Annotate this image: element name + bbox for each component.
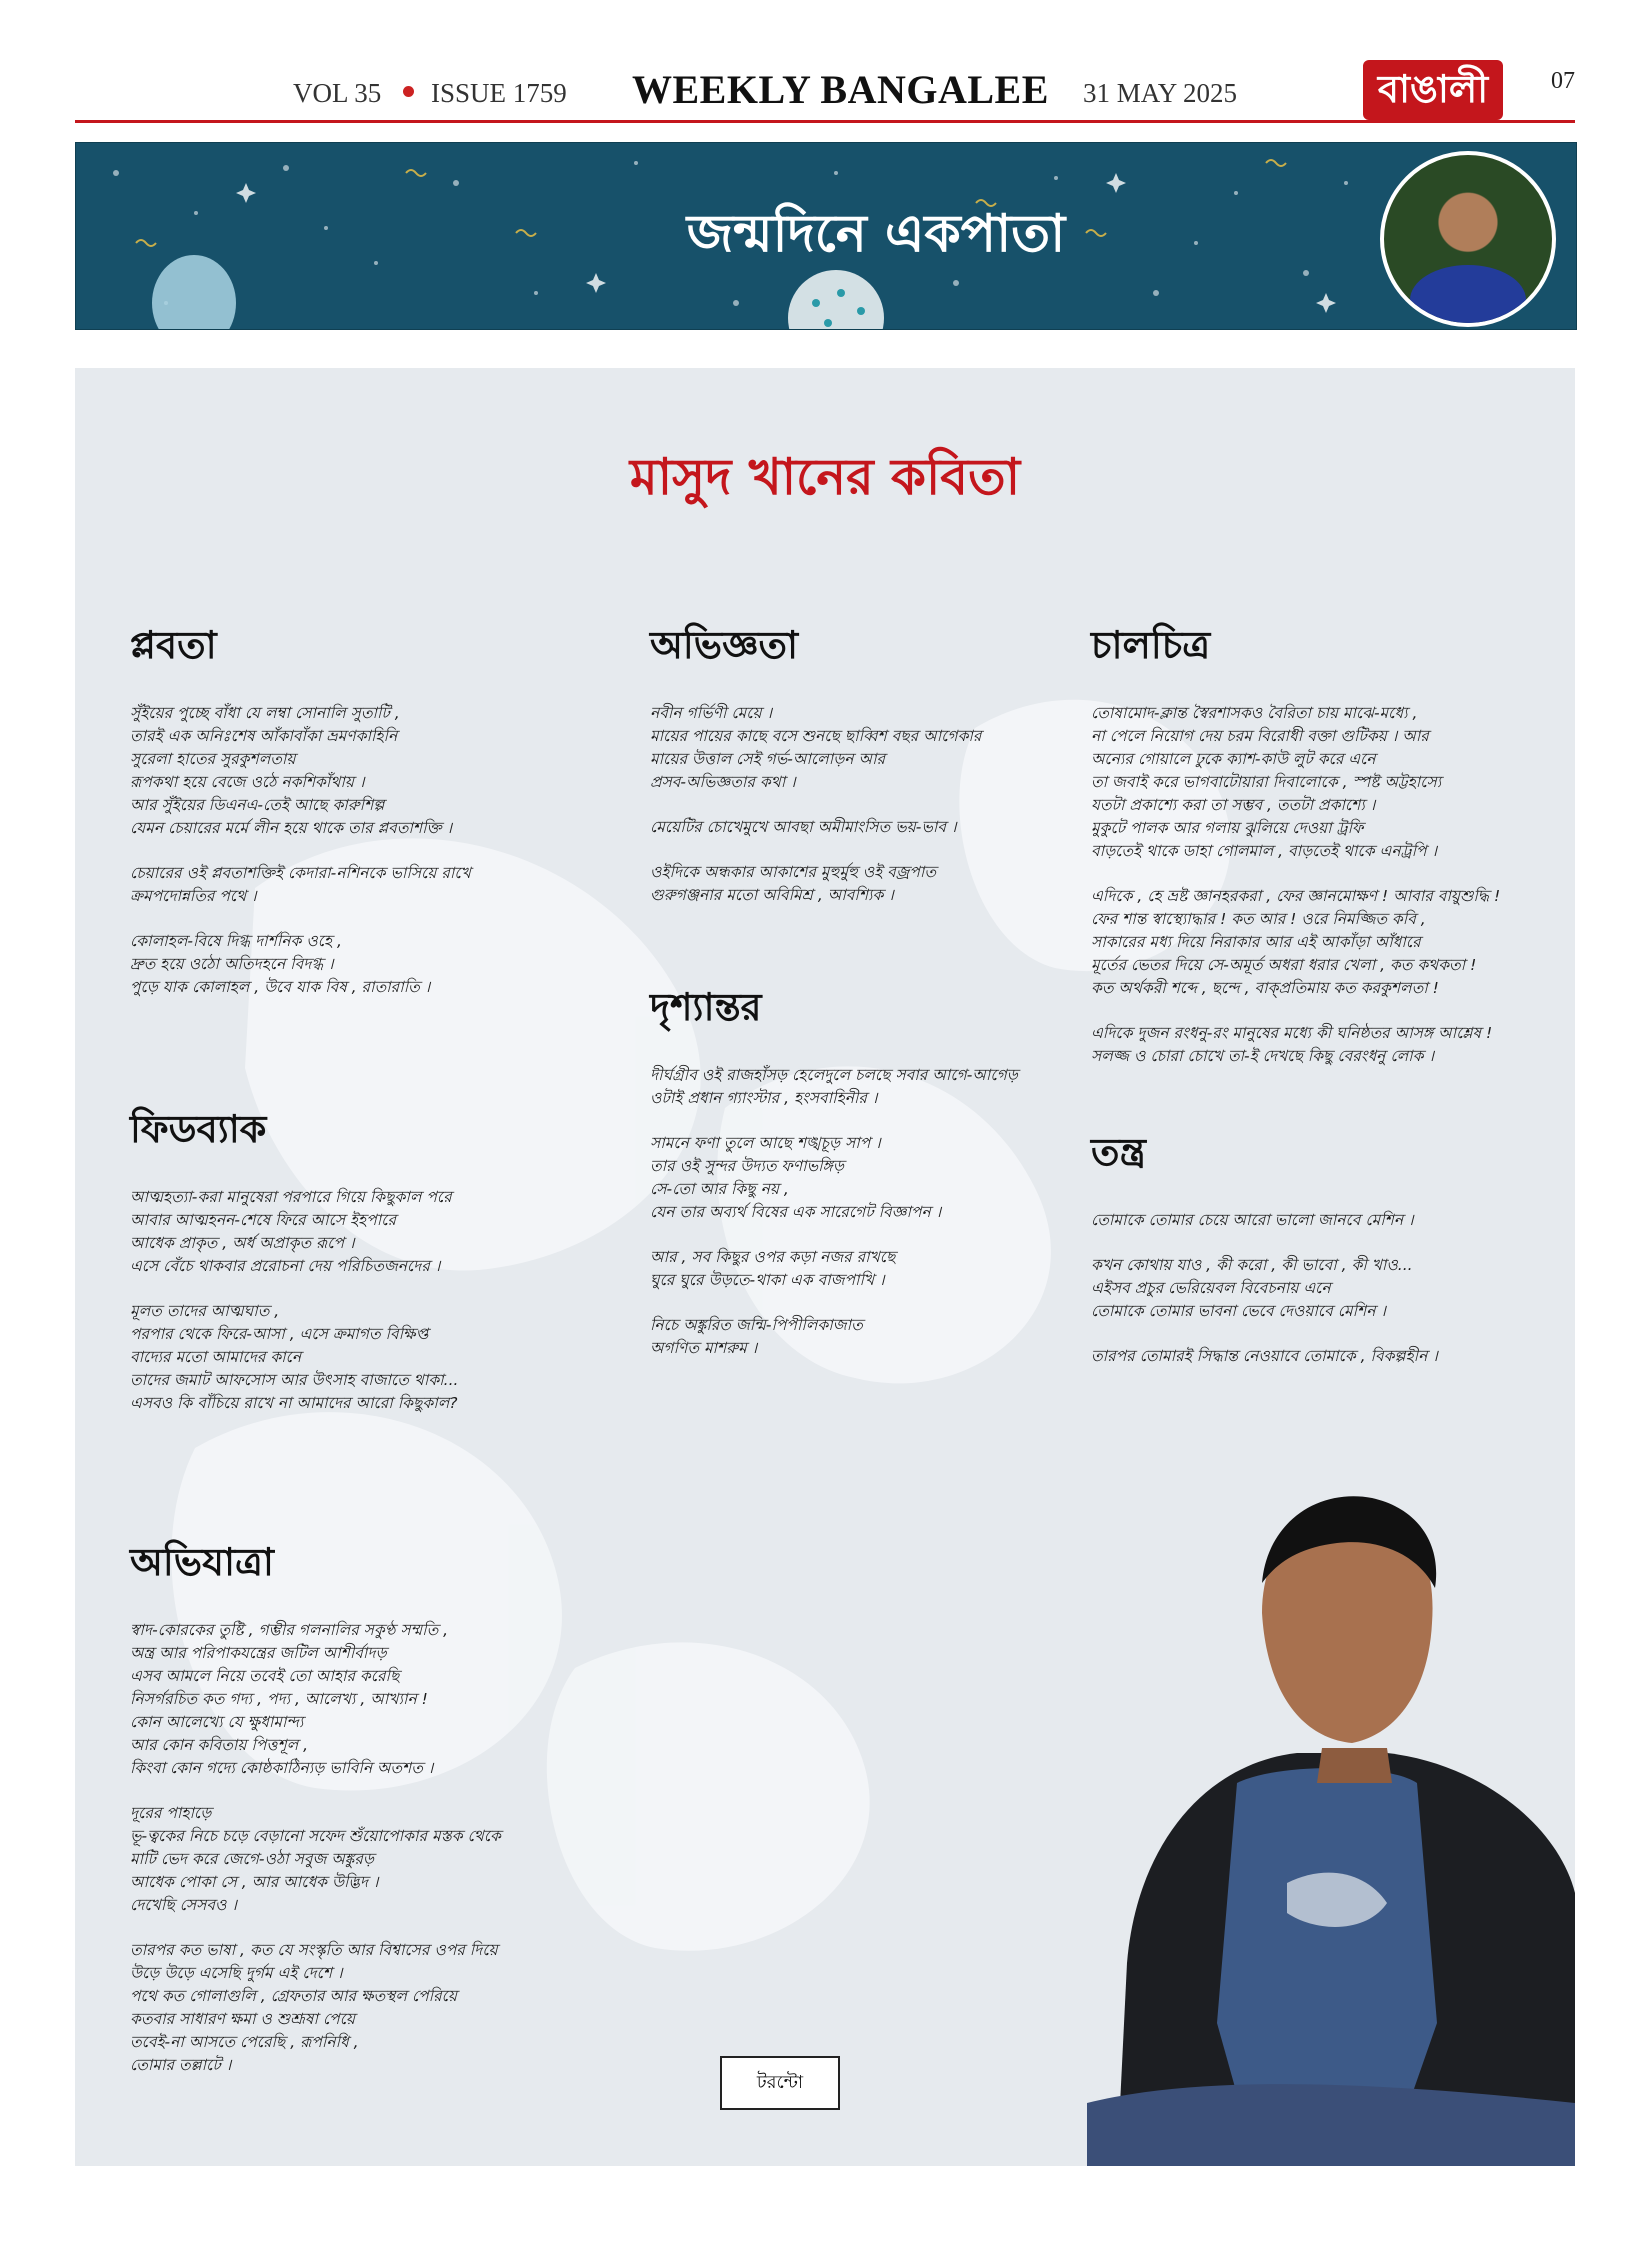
poem-feedback: [130, 1100, 458, 1415]
poem-line: তোমাকে তোমার ভাবনা ভেবে দেওয়াবে মেশিন ।: [1091, 1302, 1386, 1320]
poem-line: আর সুঁইয়ের ডিএনএ-তেই আছে কারুশিল্প: [130, 796, 385, 814]
poem-line: তারপর তোমারই সিদ্ধান্ত নেওয়াবে তোমাকে , বিকল্পহীন ।: [1091, 1347, 1438, 1365]
poem-drishyantor: [650, 978, 1018, 1360]
poem-line: বাড়তেই থাকে ডাহা গোলমাল , বাড়তেই থাকে এনট্রপি ।: [1091, 842, 1437, 860]
poem-line: [130, 1917, 501, 1939]
poem-line: দূরের পাহাড়ে: [130, 1804, 212, 1822]
poem-line: ক্রমপদোন্নতির পথে ।: [130, 887, 257, 905]
poem-line: সুঁইয়ের পুচ্ছে বাঁধা যে লম্বা সোনালি সুতাটি ,: [130, 704, 400, 722]
poem-line: আত্মহত্যা-করা মানুষেরা পরপারে গিয়ে কিছুকাল পরে: [130, 1188, 452, 1206]
poem-line: মাটি ভেদ করে জেগে-ওঠা সবুজ অঙ্কুরড়: [130, 1850, 374, 1868]
poem-line: নবীন গর্ভিণী মেয়ে ।: [650, 704, 773, 722]
poem-line: পরপার থেকে ফিরে-আসা , এসে ক্রমাগত বিক্ষিপ্ত: [130, 1325, 429, 1343]
poem-line: [130, 1780, 501, 1802]
poem-line: [650, 794, 981, 816]
poem-title: চালচিত্র: [1091, 623, 1211, 667]
poem-line: নিসর্গরচিত কত গদ্য , পদ্য , আলেখ্য , আখ্যান !: [130, 1690, 428, 1708]
poem-line: [130, 840, 471, 862]
birthday-banner: [75, 142, 1577, 330]
poem-line: মায়ের পায়ের কাছে বসে শুনছে ছাব্বিশ বছর আগেকার: [650, 727, 982, 745]
poem-line: পথে কত গোলাগুলি , গ্রেফতার আর ক্ষতস্থল পেরিয়ে: [130, 1987, 458, 2005]
poem-line: এসব আমলে নিয়ে তবেই তো আহার করেছি: [130, 1667, 400, 1685]
poem-line: [1091, 1323, 1438, 1345]
poem-line: তোষামোদ-ক্লান্ত স্বৈরশাসকও বৈরিতা চায় মাঝে-মধ্যে ,: [1091, 704, 1418, 722]
place-label: টরন্টো: [720, 2056, 840, 2110]
banner-title: জন্মদিনে একপাতা: [686, 204, 1066, 264]
poem-title: অভিযাত্রা: [130, 1540, 274, 1584]
poem-line: আর কোন কবিতায় পিত্তশূল ,: [130, 1736, 309, 1754]
poem-line: [650, 1110, 1018, 1132]
poet-avatar: [1380, 151, 1556, 327]
bangalee-logo: বাঙালী: [1363, 60, 1503, 120]
poem-line: [130, 1278, 458, 1300]
poem-line: উড়ে উড়ে এসেছি দুর্গম এই দেশে ।: [130, 1964, 343, 1982]
poem-body: [1091, 1209, 1438, 1368]
poem-line: অগণিত মাশরুম ।: [650, 1339, 758, 1357]
poem-title: প্লবতা: [130, 623, 217, 667]
poem-line: [1091, 863, 1500, 885]
poem-line: [1091, 1232, 1438, 1254]
poem-body: [650, 702, 981, 907]
poem-line: না পেলে নিয়োগ দেয় চরম বিরোধী বক্তা গুটিকয় । আর: [1091, 727, 1429, 745]
publication-title: WEEKLY BANGALEE: [632, 67, 1049, 112]
poem-body: [130, 1186, 458, 1415]
poems-panel: [75, 368, 1575, 2166]
poem-line: ঘুরে ঘুরে উড়তে-থাকা এক বাজপাখি ।: [650, 1271, 885, 1289]
poem-line: মায়ের উত্তাল সেই গর্ভ-আলোড়ন আর: [650, 750, 886, 768]
poem-line: তাদের জমাট আফসোস আর উৎসাহ বাজাতে থাকা...: [130, 1371, 459, 1389]
issue-number: ISSUE 1759: [431, 78, 567, 108]
poem-title: দৃশ্যান্তর: [650, 985, 762, 1029]
poem-line: সাকারের মধ্য দিয়ে নিরাকার আর এই আকাঁড়া আঁধারে: [1091, 933, 1421, 951]
poem-line: তবেই-না আসতে পেরেছি , রূপনিধি ,: [130, 2033, 359, 2051]
issue-date: 31 MAY 2025: [1083, 78, 1238, 108]
poem-line: [650, 1224, 1018, 1246]
poem-line: তারই এক অনিঃশেষ আঁকাবাঁকা ভ্রমণকাহিনি: [130, 727, 398, 745]
poem-chalchitro: [1091, 616, 1500, 1068]
poem-title: অভিজ্ঞতা: [650, 623, 798, 667]
separator-dot-icon: [403, 86, 414, 97]
poem-line: এসবও কি বাঁচিয়ে রাখে না আমাদের আরো কিছুকাল?: [130, 1394, 458, 1412]
poem-line: কোন আলেখ্যে যে ক্ষুধামান্দ্য: [130, 1713, 304, 1731]
poem-line: আধেক পোকা সে , আর আধেক উদ্ভিদ ।: [130, 1873, 379, 1891]
poem-line: চেয়ারের ওই প্লবতাশক্তিই কেদারা-নশিনকে ভাসিয়ে রাখে: [130, 864, 471, 882]
poem-line: বাদ্যের মতো আমাদের কানে: [130, 1348, 302, 1366]
main-title: মাসুদ খানের কবিতা: [629, 448, 1021, 506]
poem-line: সুরেলা হাতের সুরকুশলতায়: [130, 750, 296, 768]
poem-tontro: [1091, 1123, 1438, 1368]
volume-number: VOL 35: [293, 78, 382, 108]
poem-line: তারপর কত ভাষা , কত যে সংস্কৃতি আর বিশ্বাসের ওপর দিয়ে: [130, 1941, 498, 1959]
poem-line: গুরুগঞ্জনার মতো অবিমিশ্র , আবশ্যিক ।: [650, 886, 894, 904]
poem-line: কোলাহল-বিষে দিগ্ধ দার্শনিক ওহে ,: [130, 932, 342, 950]
poem-line: সে-তো আর কিছু নয় ,: [650, 1180, 789, 1198]
poem-line: আবার আত্মহনন-শেষে ফিরে আসে ইহপারে: [130, 1211, 396, 1229]
poem-line: অন্ত্র আর পরিপাকযন্ত্রের জটিল আশীর্বাদড়: [130, 1644, 387, 1662]
poem-line: প্রসব-অভিজ্ঞতার কথা ।: [650, 773, 796, 791]
page-header: [75, 60, 1575, 122]
poem-body: [130, 702, 471, 999]
poem-obhiggota: [650, 616, 981, 907]
poem-line: তোমাকে তোমার চেয়ে আরো ভালো জানবে মেশিন ।: [1091, 1211, 1414, 1229]
poem-line: রূপকথা হয়ে বেজে ওঠে নকশিকাঁথায় ।: [130, 773, 365, 791]
poem-plobota: [130, 616, 471, 999]
poem-line: নিচে অঙ্কুরিত জন্মি-পিপীলিকাজাত: [650, 1316, 863, 1334]
poem-line: ফের শান্ত স্বাস্থ্যোদ্ধার ! কত আর ! ওরে নিমজ্জিত কবি ,: [1091, 910, 1426, 928]
poem-line: কত অর্থকরী শব্দে , ছন্দে , বাক্প্রতিমায় কত করকুশলতা !: [1091, 979, 1439, 997]
poem-line: কতবার সাধারণ ক্ষমা ও শুশ্রূষা পেয়ে: [130, 2010, 356, 2028]
poem-line: ওইদিকে অন্ধকার আকাশের মুহুর্মুহু ওই বজ্রপাত: [650, 863, 937, 881]
poem-line: আধেক প্রাকৃত , অর্ধ অপ্রাকৃত রূপে ।: [130, 1234, 355, 1252]
poem-line: [1091, 1000, 1500, 1022]
poem-line: পুড়ে যাক কোলাহল , উবে যাক বিষ , রাতারাতি ।: [130, 978, 431, 996]
poem-line: [650, 1292, 1018, 1314]
poem-line: [650, 839, 981, 861]
poet-photo: [1087, 1463, 1575, 2166]
poem-line: [130, 908, 471, 930]
poem-line: দ্রুত হয়ে ওঠো অতিদহনে বিদগ্ধ ।: [130, 955, 334, 973]
poem-title: তন্ত্র: [1091, 1130, 1146, 1174]
poem-line: সামনে ফণা তুলে আছে শঙ্খচূড় সাপ ।: [650, 1134, 881, 1152]
poem-body: [1091, 702, 1500, 1068]
poem-line: যতটা প্রকাশ্যে করা তা সম্ভব , ততটা প্রকাশ্যে ।: [1091, 796, 1376, 814]
poem-line: এইসব প্রচুর ভেরিয়েবল বিবেচনায় এনে: [1091, 1279, 1331, 1297]
poem-line: ওটাই প্রধান গ্যাংস্টার , হংসবাহিনীর ।: [650, 1089, 878, 1107]
poem-line: সলজ্জ ও চোরা চোখে তা-ই দেখছে কিছু বেরংধনু লোক ।: [1091, 1047, 1434, 1065]
poem-line: যেমন চেয়ারের মর্মে লীন হয়ে থাকে তার প্লবতাশক্তি ।: [130, 819, 453, 837]
poem-line: মুকুটে পালক আর গলায় ঝুলিয়ে দেওয়া ট্রফি: [1091, 819, 1364, 837]
poem-line: দেখেছি সেসবও ।: [130, 1896, 237, 1914]
poem-line: ভূ-ত্বকের নিচে চড়ে বেড়ানো সফেদ শুঁয়োপোকার মস্তক থেকে: [130, 1827, 501, 1845]
poem-title: ফিডব্যাক: [130, 1107, 267, 1151]
poem-line: কখন কোথায় যাও , কী করো , কী ভাবো , কী খাও...: [1091, 1256, 1413, 1274]
poem-line: মূলত তাদের আত্মঘাত ,: [130, 1302, 280, 1320]
poem-line: এসে বেঁচে থাকবার প্ররোচনা দেয় পরিচিতজনদের ।: [130, 1257, 441, 1275]
poem-body: [130, 1619, 501, 2077]
poem-line: এদিকে , হে ভ্রষ্ট জ্ঞানহরকরা , ফের জ্ঞানমোক্ষণ ! আবার বায়ুশুদ্ধি !: [1091, 887, 1501, 905]
poem-line: এদিকে দুজন রংধনু-রং মানুষের মধ্যে কী ঘনিষ্ঠতর আসঙ্গ আশ্লেষ !: [1091, 1024, 1493, 1042]
poem-line: অন্যের গোয়ালে ঢুকে ক্যাশ-কাউ লুট করে এনে: [1091, 750, 1376, 768]
poem-line: তার ওই সুন্দর উদ্যত ফণাভঙ্গিড়: [650, 1157, 844, 1175]
poem-body: [650, 1064, 1018, 1360]
poem-obhijatra: [130, 1533, 501, 2077]
poem-line: মেয়েটির চোখেমুখে আবছা অমীমাংসিত ভয়-ভাব ।: [650, 818, 957, 836]
poem-line: দীর্ঘগ্রীব ওই রাজহাঁসড় হেলেদুলে চলছে সবার আগে-আগেড়: [650, 1066, 1018, 1084]
poem-line: তা জবাই করে ভাগবাটোয়ারা দিবালোকে , স্পষ্ট অট্টহাস্যে: [1091, 773, 1442, 791]
poem-line: আর , সব কিছুর ওপর কড়া নজর রাখছে: [650, 1248, 896, 1266]
page-number: 07: [1551, 68, 1575, 94]
poem-line: যেন তার অব্যর্থ বিষের এক সারেগেট বিজ্ঞাপন ।: [650, 1203, 942, 1221]
poem-line: কিংবা কোন গদ্যে কোষ্ঠকাঠিন্যড় ভাবিনি অতশত ।: [130, 1759, 434, 1777]
poem-line: স্বাদ-কোরকের তুষ্টি , গম্ভীর গলনালির সকুণ্ঠ সম্মতি ,: [130, 1621, 449, 1639]
poem-line: তোমার তল্লাটে ।: [130, 2056, 232, 2074]
header-rule: [75, 120, 1575, 123]
poem-line: মূর্তের ভেতর দিয়ে সে-অমূর্ত অধরা ধরার খেলা , কত কথকতা !: [1091, 956, 1477, 974]
